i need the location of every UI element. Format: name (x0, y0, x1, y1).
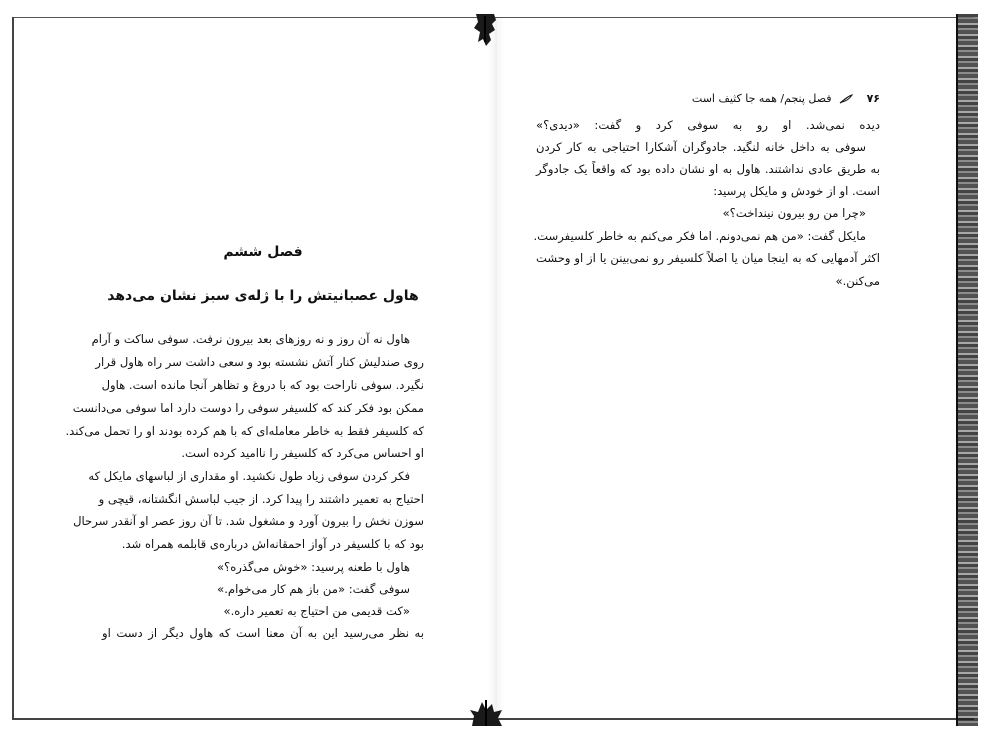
binding-mark-top (472, 14, 498, 46)
text-line: به طریق عادی نداشتند. هاول به او نشان داده بود که واقعاً یک جادوگر (536, 162, 880, 176)
running-head (690, 92, 880, 110)
text-line: اکثر آدمهایی که به اینجا میان یا اصلاً کلسیفر رو نمی‌بینن یا از او وحشت (536, 251, 880, 265)
text-line: هاول با طعنه پرسید: «خوش می‌گذره؟» (216, 560, 410, 574)
text-line: سوزن نخش را بیرون آورد و مشغول شد. تا آن روز عصر او آنقدر سرحال (73, 514, 424, 528)
text-line: به نظر می‌رسید این به آن معنا است که هاول دیگر از دست او (102, 626, 424, 640)
scan-frame-left (12, 17, 14, 720)
text-line: هاول نه آن روز و نه روزهای بعد بیرون نرفت. سوفی ساکت و آرام (91, 332, 410, 346)
text-line: احتیاج به تعمیر داشتند را پیدا کرد. از جیب لباسش انگشتانه، قیچی و (98, 492, 424, 506)
text-line: بود که با کلسیفر در آواز احمقانه‌اش درباره‌ی قابلمه همراه شد. (121, 537, 424, 551)
text-line: فکر کردن سوفی زیاد طول نکشید. او مقداری از لباسهای مایکل که (88, 469, 410, 483)
text-line: دیده نمی‌شد. او رو به سوفی کرد و گفت: «دیدی؟» (536, 118, 880, 132)
text-line: است. او از خودش و مایکل پرسید: (713, 184, 880, 198)
text-line: «کت قدیمی من احتیاج به تعمیر داره.» (223, 604, 410, 618)
text-line: می‌کنن.» (835, 274, 880, 288)
text-line: مایکل گفت: «من هم نمی‌دونم. اما فکر می‌کنم به خاطر کلسیفرست. (533, 229, 866, 243)
text-line: روی صندلیش کنار آتش نشسته بود و سعی داشت سر راه هاول قرار (95, 355, 424, 369)
text-line: که کلسیفر فقط به خاطر معامله‌ای که با هم کرده بودند او را تحمل می‌کند. (65, 424, 424, 438)
running-head-title: فصل پنجم/ همه جا کثیف است (691, 92, 832, 105)
quill-icon (839, 94, 853, 104)
text-line: نگیرد. سوفی ناراحت بود که با دروغ و تظاهر آنجا مانده است. هاول (101, 378, 424, 392)
text-line: سوفی گفت: «من باز هم کار می‌خوام.» (217, 582, 410, 596)
text-line: سوفی به داخل خانه لنگید. جادوگران آشکارا احتیاجی به کار کردن (536, 140, 866, 154)
chapter-title: فصل ششم (223, 244, 303, 260)
page-number: ۷۶ (866, 92, 880, 105)
chapter-subtitle: هاول عصبانیتش را با ژله‌ی سبز نشان می‌دهد (107, 288, 419, 304)
text-line: او احساس می‌کرد که کلسیفر را ناامید کرده است. (181, 446, 424, 460)
text-line: «چرا من رو بیرون نینداخت؟» (722, 206, 866, 220)
binding-mark-bottom (466, 700, 506, 726)
text-line: ممکن بود فکر کند که کلسیفر سوفی را دوست دارد اما سوفی می‌دانست (72, 401, 424, 415)
book-gutter (488, 17, 504, 719)
page-stack-edge (958, 14, 978, 726)
